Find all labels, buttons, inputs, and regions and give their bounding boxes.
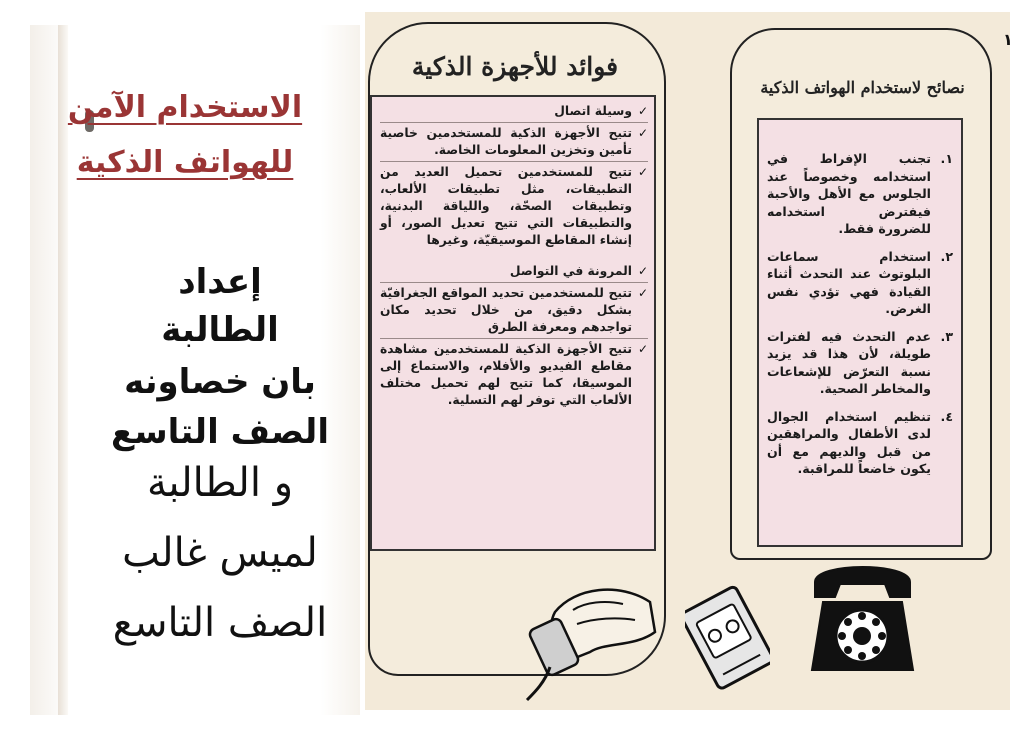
- rotary-telephone-icon: [805, 552, 920, 677]
- list-item: ✓ المرونة في التواصل: [380, 263, 648, 283]
- hand-holding-phone-icon: [525, 572, 665, 702]
- page-fold: [58, 25, 68, 715]
- credit-line-2: الطالبة: [161, 310, 279, 350]
- cover-title-line2: للهواتف الذكية: [76, 145, 294, 180]
- credit-line-4: الصف التاسع: [111, 412, 329, 452]
- credit-line-6: لميس غالب: [122, 530, 318, 576]
- check-icon: ✓: [637, 165, 648, 179]
- list-item: ✓ تتيح للمستخدمين تحديد المواقع الجغرافيّة بشكل دقيق، من خلال تحديد مكان تواجدهم ومعرفة الطرق: [380, 285, 648, 339]
- tips-panel: [757, 118, 963, 547]
- credit-line-5: و الطالبة: [146, 460, 294, 506]
- check-icon: ✓: [637, 286, 648, 300]
- list-item: ✓ تتيح الأجهزة الذكية للمستخدمين مشاهدة مقاطع الفيديو والأفلام، والاستماع إلى الموسيقا، كما تتيح لهم تحميل مختلف الألعاب التي توفر لهم التسلية.: [380, 342, 648, 407]
- tip-text: عدم التحدث فيه لفترات طويلة، لأن هذا قد يزيد نسبة التعرّض للإشعاعات والمخاطر الصحية.: [767, 328, 931, 396]
- list-item: [767, 328, 953, 398]
- tip-number: ٣.: [940, 328, 953, 344]
- check-icon: ✓: [637, 264, 648, 278]
- check-icon: ✓: [637, 126, 648, 140]
- tips-title: نصائح لاستخدام الهواتف الذكية: [760, 78, 965, 97]
- check-icon: ✓: [637, 342, 648, 356]
- benefits-list: [372, 97, 654, 409]
- tip-text: تنظيم استخدام الجوال لدى الأطفال والمراهقين من قبل والديهم مع أن يكون خاضعاً للمراقبة.: [767, 408, 931, 476]
- tip-number: ١.: [940, 151, 953, 166]
- list-item: ✓ تتيح الأجهزة الذكية للمستخدمين خاصية تأمين وتخزين المعلومات الخاصة.: [380, 125, 648, 162]
- credit-line-7: الصف التاسع: [112, 600, 328, 646]
- tip-number: ٢.: [940, 248, 953, 264]
- check-icon: ✓: [637, 104, 648, 118]
- cassette-tape-icon: [685, 580, 770, 690]
- list-item: [767, 150, 953, 238]
- list-item: ✓ تتيح للمستخدمين تحميل العديد من التطبيقات، مثل تطبيقات الألعاب، وتطبيقات الصحّة، واللياقة البدنية، والتطبيقات التي تتيح تعديل الصور، أو إنشاء المقاطع الموسيقيّة، وغيرها: [380, 165, 648, 247]
- page-number: ١: [1003, 30, 1013, 49]
- list-item: ✓ وسيلة اتصال: [380, 103, 648, 123]
- tip-number: ٤.: [940, 408, 953, 424]
- tips-list: [759, 120, 961, 478]
- tip-text: استخدام سماعات البلوتوث عند التحدث أثناء القيادة فهي تؤدي نفس الغرض.: [767, 248, 931, 316]
- tip-text: تجنب الإفراط في استخدامه وخصوصاً عند الجلوس مع الأهل والأحبة فيفترض استخدامه للضرورة فقط.: [767, 151, 931, 236]
- benefits-title: فوائد للأجهزة الذكية: [411, 52, 619, 81]
- list-item: [767, 408, 953, 478]
- credit-line-3: بان خصاونه: [124, 362, 316, 402]
- credit-line-1: إعداد: [178, 262, 262, 302]
- cover-title-line1: الاستخدام الآمن: [67, 90, 303, 125]
- list-item: [767, 248, 953, 318]
- benefits-panel: [370, 95, 656, 551]
